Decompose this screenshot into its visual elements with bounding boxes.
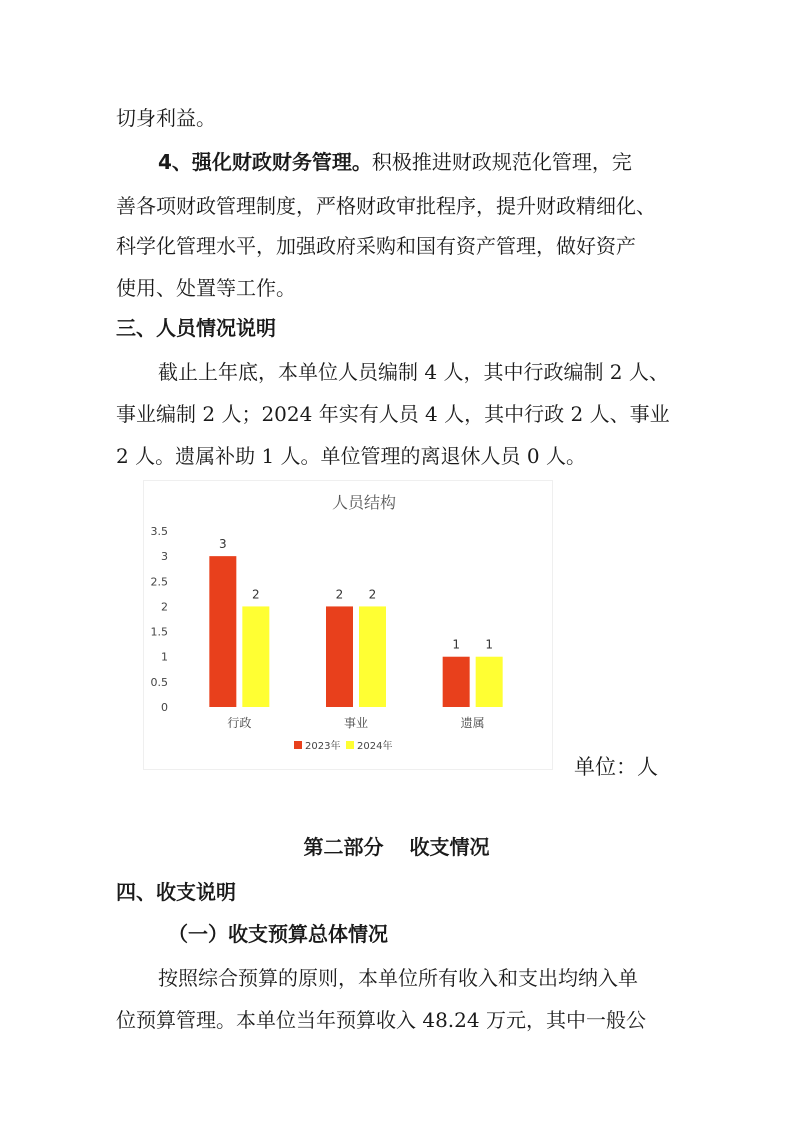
y-tick-label: 1 — [161, 650, 168, 664]
data-label: 2 — [335, 587, 344, 602]
paragraph-line: 使用、处置等工作。 — [116, 276, 296, 300]
legend-swatch — [294, 741, 302, 749]
x-tick-label: 行政 — [227, 716, 252, 730]
y-tick-label: 2.5 — [150, 575, 168, 589]
bar — [359, 606, 386, 707]
unit-label: 单位：人 — [574, 755, 658, 779]
part-title — [0, 830, 793, 864]
bar — [209, 556, 236, 707]
bar — [476, 657, 503, 707]
bar-chart — [144, 481, 552, 769]
y-tick-label: 3 — [161, 550, 168, 564]
x-tick-label: 遗属 — [460, 716, 485, 730]
y-tick-label: 0.5 — [150, 675, 168, 689]
paragraph-line: 事业编制 2 人；2024 年实有人员 4 人，其中行政 2 人、事业 — [116, 402, 670, 426]
section-heading: 三、人员情况说明 — [116, 316, 276, 340]
y-tick-label: 0 — [161, 701, 168, 714]
paragraph-line: 善各项财政管理制度，严格财政审批程序，提升财政精细化、 — [116, 194, 656, 218]
y-tick-label: 2 — [161, 600, 168, 614]
x-tick-label: 事业 — [343, 716, 369, 730]
paragraph-line: 切身利益。 — [116, 106, 216, 130]
paragraph-line — [158, 142, 718, 182]
y-tick-label: 1.5 — [150, 625, 168, 639]
chart-title: 人员结构 — [331, 493, 397, 512]
subsection-heading: （一）收支预算总体情况 — [168, 922, 388, 946]
bar — [242, 606, 269, 707]
legend-label: 2023年 — [305, 741, 341, 752]
data-label: 2 — [252, 587, 260, 602]
section-heading: 四、收支说明 — [116, 880, 236, 904]
item-heading: 4、强化财政财务管理。 — [158, 150, 372, 174]
paragraph-line: 位预算管理。本单位当年预算收入 48.24 万元，其中一般公 — [116, 1008, 646, 1032]
part-name: 收支情况 — [409, 835, 490, 859]
data-label: 1 — [452, 637, 460, 652]
bar — [443, 657, 470, 707]
paragraph-line: 按照综合预算的原则，本单位所有收入和支出均纳入单 — [158, 966, 638, 990]
data-label: 2 — [368, 587, 377, 602]
paragraph-line: 2 人。遗属补助 1 人。单位管理的离退休人员 0 人。 — [116, 444, 586, 468]
staff-chart — [143, 480, 553, 770]
y-tick-label: 3.5 — [150, 525, 168, 538]
legend-label: 2024年 — [357, 741, 393, 752]
data-label: 1 — [485, 637, 493, 652]
data-label: 3 — [219, 537, 227, 552]
part-number: 第二部分 — [303, 835, 384, 859]
paragraph-line: 截止上年底，本单位人员编制 4 人，其中行政编制 2 人、 — [158, 360, 669, 384]
legend-swatch — [346, 741, 354, 749]
paragraph-line: 科学化管理水平，加强政府采购和国有资产管理，做好资产 — [116, 234, 636, 258]
bar — [326, 606, 353, 707]
item-text: 积极推进财政规范化管理，完 — [371, 150, 632, 174]
